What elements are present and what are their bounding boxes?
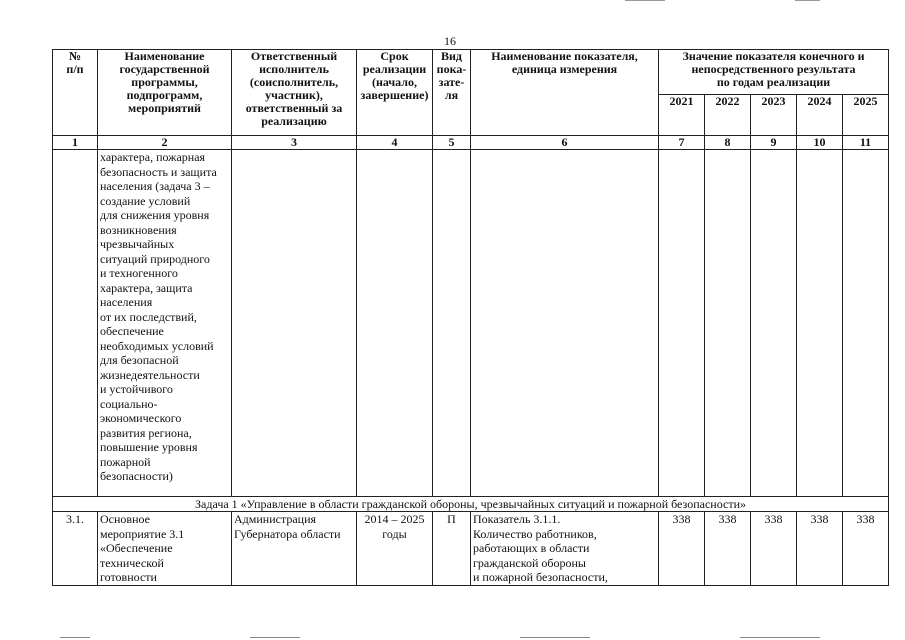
scan-bottom-edge-mark	[740, 637, 820, 638]
scan-bottom-edge-mark	[520, 637, 590, 638]
header-executor: Ответственный исполнитель (соисполнитель, участник), ответственный за реализацию	[232, 50, 357, 136]
header-values-group: Значение показателя конечного и непосредственного результата по годам реализации	[659, 50, 889, 95]
scan-bottom-edge-mark	[60, 637, 90, 638]
column-number: 9	[751, 136, 797, 150]
column-number: 4	[357, 136, 433, 150]
empty-cell	[357, 150, 433, 497]
value-2022: 338	[705, 512, 751, 586]
header-program-name: Наименование государственной программы, подпрограмм, мероприятий	[98, 50, 232, 136]
empty-cell	[843, 150, 889, 497]
continuation-row	[53, 150, 889, 497]
empty-cell	[705, 150, 751, 497]
table-row	[53, 512, 889, 586]
column-number: 2	[98, 136, 232, 150]
header-year: 2025	[843, 95, 889, 136]
column-number: 7	[659, 136, 705, 150]
empty-cell	[433, 150, 471, 497]
scan-top-edge-mark	[795, 0, 820, 1]
header-indicator-type: Вид пока- зате- ля	[433, 50, 471, 136]
continuation-text: характера, пожарная безопасность и защита населения (задача 3 – создание условий для снижения уровня возникновения чрезвычайных ситуаций природного и техногенного характера, защита населения от их последствий, обеспечение необходимых условий для безопасной жизнедеятельности и устойчивого социально- экономического развития региона, повышение уровня пожарной безопасности)	[98, 150, 232, 497]
header-year: 2021	[659, 95, 705, 136]
empty-cell	[751, 150, 797, 497]
empty-cell	[232, 150, 357, 497]
empty-cell	[659, 150, 705, 497]
task-row	[53, 497, 889, 512]
column-number: 5	[433, 136, 471, 150]
empty-cell	[471, 150, 659, 497]
header-year: 2022	[705, 95, 751, 136]
page-number: 16	[444, 34, 456, 48]
header-indicator-name: Наименование показателя, единица измерения	[471, 50, 659, 136]
scan-top-edge-mark	[625, 0, 665, 1]
header-row	[53, 50, 889, 95]
empty-cell	[53, 150, 98, 497]
program-table	[52, 49, 889, 586]
task-title: Задача 1 «Управление в области гражданской обороны, чрезвычайных ситуаций и пожарной безопасности»	[53, 497, 889, 512]
value-2025: 338	[843, 512, 889, 586]
column-number: 10	[797, 136, 843, 150]
indicator-type-value: П	[433, 512, 471, 586]
column-number: 8	[705, 136, 751, 150]
indicator-name: Показатель 3.1.1. Количество работников, работающих в области гражданской обороны и пожарной безопасности,	[471, 512, 659, 586]
executor-name: Администрация Губернатора области	[232, 512, 357, 586]
column-number: 11	[843, 136, 889, 150]
header-year: 2024	[797, 95, 843, 136]
column-number: 3	[232, 136, 357, 150]
value-2023: 338	[751, 512, 797, 586]
header-period: Срок реализации (начало, завершение)	[357, 50, 433, 136]
period-value: 2014 – 2025 годы	[357, 512, 433, 586]
value-2024: 338	[797, 512, 843, 586]
value-2021: 338	[659, 512, 705, 586]
column-number: 6	[471, 136, 659, 150]
header-num: № п/п	[53, 50, 98, 136]
activity-name: Основное мероприятие 3.1 «Обеспечение технической готовности	[98, 512, 232, 586]
empty-cell	[797, 150, 843, 497]
column-numbers-row	[53, 136, 889, 150]
row-number: 3.1.	[53, 512, 98, 586]
scan-bottom-edge-mark	[250, 637, 300, 638]
column-number: 1	[53, 136, 98, 150]
header-year: 2023	[751, 95, 797, 136]
